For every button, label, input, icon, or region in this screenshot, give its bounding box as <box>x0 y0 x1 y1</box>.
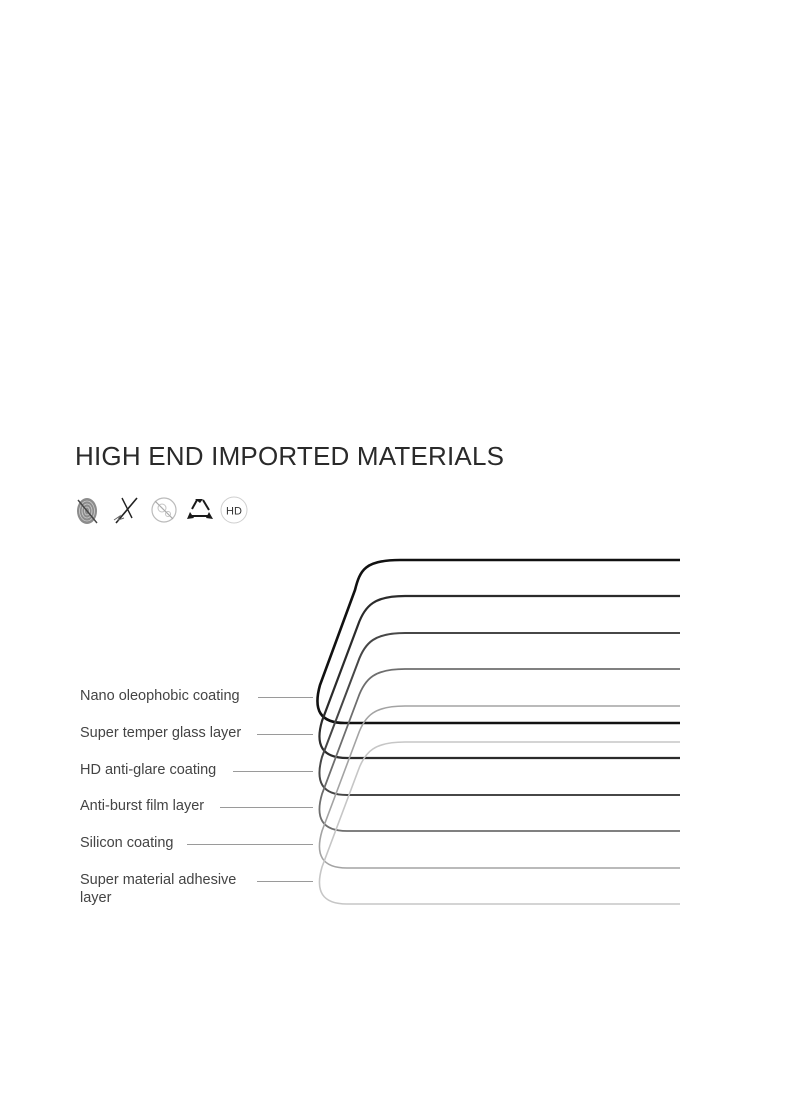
layer-curve-4 <box>319 669 680 831</box>
layer-label-anti-glare: HD anti-glare coating <box>80 762 217 778</box>
hd-icon <box>218 494 250 526</box>
hd-icon-text: HD <box>226 505 242 518</box>
fingerprint-icon <box>72 494 104 526</box>
layer-curve-6 <box>319 742 680 904</box>
layer-label-anti-burst: Anti-burst film layer <box>80 798 205 814</box>
leader-line <box>257 881 313 882</box>
layer-label-adhesive: Super material adhesive layer <box>80 872 237 906</box>
layer-label-temper-glass: Super temper glass layer <box>80 725 242 741</box>
page-title: HIGH END IMPORTED MATERIALS <box>75 441 505 471</box>
anti-bacterial-icon <box>148 494 180 526</box>
layer-curve-2 <box>319 596 680 758</box>
layer-curve-5 <box>319 706 680 868</box>
layer-label-nano-oleophobic: Nano oleophobic coating <box>80 688 240 704</box>
layer-label-silicon: Silicon coating <box>80 835 174 851</box>
leader-line <box>257 734 313 735</box>
recycle-icon <box>184 494 216 526</box>
layer-curve-3 <box>319 633 680 795</box>
scratch-resistant-icon <box>110 494 142 526</box>
leader-line <box>233 771 313 772</box>
leader-line <box>220 807 313 808</box>
leader-line <box>258 697 313 698</box>
feature-icons <box>72 494 252 528</box>
leader-line <box>187 844 313 845</box>
